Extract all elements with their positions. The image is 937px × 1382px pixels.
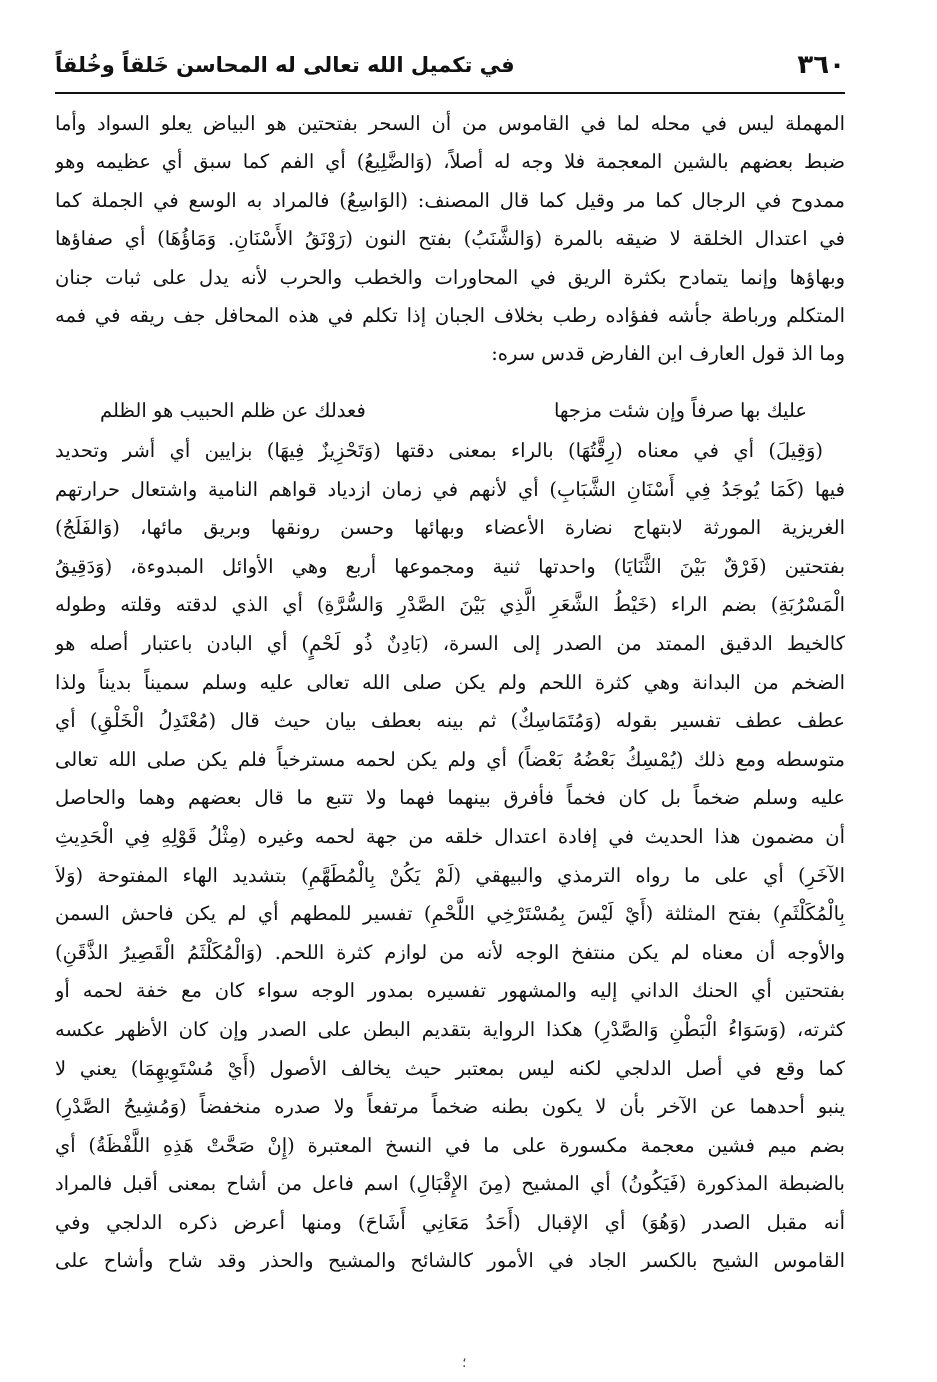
poetry-verse xyxy=(100,392,807,430)
text-line: كما وقع في أصل الدلجي لكنه ليس بمعتبر حيث يخالف الأصول (أَيْ مُسْتَوِيهِمَا) يعني لا xyxy=(55,1056,845,1080)
text-line: ينبو أحدهما عن الآخر بأن لا يكون بطنه ضخماً مرتفعاً ولا صدره منخفضاً (وَمُشِيحُ الصَّدْرِ) xyxy=(55,1095,845,1119)
page-header xyxy=(55,40,845,90)
text-line: وما الذ قول العارف ابن الفارض قدس سره: xyxy=(491,342,845,366)
text-line: فيها (كَمَا يُوجَدُ فِي أَسْنَانِ الشَّبَابِ) أي لأنهم في زمان ازدياد قواهم النامية واشتعال حرارتهم xyxy=(55,477,845,501)
verse-hemistich-first: عليك بها صرفاً وإن شئت مزجها xyxy=(553,399,807,422)
text-line: الآخَرِ) أي على ما رواه الترمذي والبيهقي (لَمْ يَكُنْ بِالْمُطَهَّمِ) بتشديد الهاء المفتوحة (وَلاَ xyxy=(55,863,845,887)
footer-mark: ؛ xyxy=(462,1355,467,1371)
text-line: بفتحتين (فَرْقٌ بَيْنَ الثَّنَايَا) واحدتها ثنية ومجموعها أربع وهي الأوائل المبدوءة، (وَدَقِيقُ xyxy=(55,554,845,578)
text-line: أنه مقبل الصدر (وَهُوَ) أي الإقبال (أَحَدُ مَعَانِي أَشَاحَ) ومنها أعرض ذكره الدلجي وفي xyxy=(55,1210,845,1234)
text-line: الْمَسْرُبَةِ) بضم الراء (خَيْطُ الشَّعَرِ الَّذِي بَيْنَ الصَّدْرِ وَالسُّرَّةِ) أي الذي لدقته وقلته وطوله xyxy=(55,593,845,617)
text-line: كثرته، (وَسَوَاءُ الْبَطْنِ وَالصَّدْرِ) هكذا الرواية بتقديم البطن على الصدر وإن كان الأظهر عكسه xyxy=(55,1017,845,1041)
text-line: بفتحتين أي الحنك الداني إليه والمشهور تفسيره بمدور الوجه سواء كان مع خفة لحمه أو xyxy=(55,979,845,1003)
text-line: بِالْمُكَلْثَمِ) بفتح المثلثة (أَيْ لَيْسَ بِمُسْتَرْخِي اللَّحْمِ) تفسير للمطهم أي لم يكن فاحش السمن xyxy=(55,902,845,926)
text-line: ضبط بعضهم بالشين المعجمة فلا وجه له أصلاً، (وَالضَّلِيعُ) أي الفم كما سبق أي عظيمه وهو xyxy=(55,150,845,174)
text-line: المهملة ليس في محله لما في القاموس من أن السحر بفتحتين هو البياض يعلو السواد وأما xyxy=(55,112,845,135)
page-number: ٣٦٠ xyxy=(797,50,845,80)
text-line: كالخيط الدقيق الممتد من الصدر إلى السرة، (بَادِنٌ ذُو لَحْمٍ) أي البادن باعتبار أصله هو xyxy=(55,631,845,655)
text-line: الضخم من البدانة وهي كثرة اللحم ولم يكن صلى الله تعالى عليه وسلم سميناً بديناً ولذا xyxy=(55,670,845,694)
text-line: في اعتدال الخلقة لا ضيقه بالمرة (وَالشَّنَبُ) بفتح النون (رَوْنَقُ الأَسْنَانِ. وَمَاؤُهَا) أي صفاؤها xyxy=(55,227,845,251)
paragraph-1 xyxy=(55,105,845,374)
header-divider xyxy=(55,92,845,94)
text-line: والأوجه أن معناه لم يكن منتفخ الوجه لأنه من لوازم كثرة اللحم. (وَالْمُكَلْثَمُ الْقَصِيرُ الذَّقَنِ) xyxy=(55,940,845,964)
text-line: ممدوح في الرجال كما مر وقيل كما قال المصنف: (الوَاسِعُ) فالمراد به الوسع في الجملة كما xyxy=(55,188,845,212)
text-line: عليه وسلم ضخماً بل كان فخماً فأفرق بينهما فهما ولا تتبع ما قال بعضهم وهما والحاصل xyxy=(55,786,845,810)
text-line: أن مضمون هذا الحديث في إفادة اعتدال خلقه من جهة لحمه وغيره (مِثْلُ قَوْلِهِ فِي الْحَدِيثِ xyxy=(55,824,845,848)
text-line: عطف عطف تفسير بقوله (وَمُتَمَاسِكٌ) ثم بينه بعطف بيان حيث قال (مُعْتَدِلُ الْخَلْقِ) أي xyxy=(55,709,845,733)
text-line: القاموس الشيح بالكسر الجاد في الأمور كالشائح والمشيح والحذر وقد شاح وأشاح على xyxy=(55,1249,845,1273)
text-line: المتكلم ورباطة جأشه ففؤاده رطب بخلاف الجبان إذا تكلم في هذه المحافل جف ريقه في فمه xyxy=(55,304,845,328)
running-title: في تكميل الله تعالى له المحاسن خَلقاً وخُلقاً xyxy=(55,53,515,77)
verse-hemistich-second: فعدلك عن ظلم الحبيب هو الظلم xyxy=(100,399,366,422)
text-line: متوسطه ومع ذلك (يُمْسِكُ بَعْضُهُ بَعْضاً) أي ولم يكن لحمه مسترخياً فلم يكن صلى الله تعالى xyxy=(55,747,845,771)
text-line: بالضبطة المذكورة (فَيَكُونُ) أي المشيح (مِنَ الإِقْبَالِ) اسم فاعل من أشاح بمعنى أقبل فالمراد xyxy=(55,1172,845,1196)
text-line: الغريزية المورثة لابتهاج نضارة الأعضاء وبهائها وحسن رونقها وبريق مائها، (وَالفَلَجُ) xyxy=(55,516,845,540)
text-line: بضم ميم فشين معجمة مكسورة على ما في النسخ المعتبرة (إِنْ صَحَّتْ هَذِهِ اللَّفْظَةُ) أي xyxy=(55,1133,845,1157)
text-line: وبهاؤها وإنما يتمادح بكثرة الريق في المحاورات والخطب والحرب لأنه يدل على ثبات جنان xyxy=(55,265,845,289)
paragraph-2 xyxy=(55,432,845,1281)
text-line: (وَقِيلَ) أي في معناه (رِقَّتُهَا) بالراء بمعنى دقتها (وَتَحْزِيزٌ فِيهَا) بزايين أي أشر وتحديد xyxy=(55,439,823,462)
